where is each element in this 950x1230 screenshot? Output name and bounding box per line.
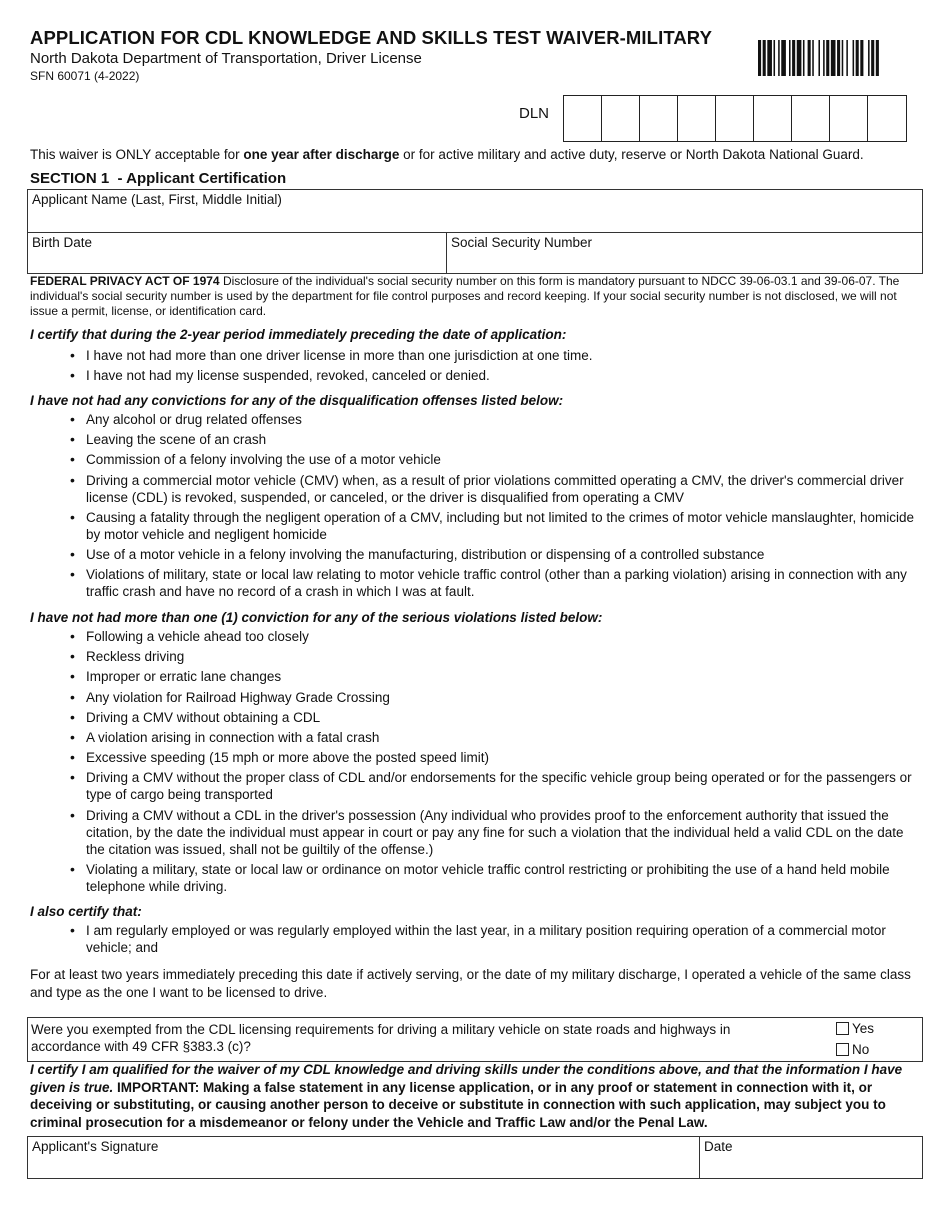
exemption-no-checkbox[interactable]: [836, 1043, 849, 1056]
dln-label: DLN: [519, 105, 550, 122]
list-item: • A violation arising in connection with a fatal crash: [30, 729, 922, 746]
attestation-important-text: IMPORTANT: Making a false statement in any license application, or in any proof or statement in connection with it, or deceiving or substituting, or causing another person to deceive or substitute in connection with such application, may subject you to criminal prosecution for a misdemeanor or felony under the Vehicle and Traffic Law and/or the Penal Law.: [30, 1079, 886, 1130]
list-item: • Reckless driving: [30, 648, 922, 665]
list-item: • Causing a fatality through the negligent operation of a CMV, including but not limited to the crimes of motor vehicle manslaughter, homicide by motor vehicle and negligent homicide: [30, 509, 922, 543]
dln-digit-box[interactable]: [564, 96, 602, 141]
applicant-name-field[interactable]: [27, 189, 923, 233]
applicant-name-label: Applicant Name (Last, First, Middle Initial): [32, 192, 282, 207]
barcode-bar: [792, 40, 795, 76]
barcode-bar: [856, 40, 859, 76]
exemption-yes-label: Yes: [852, 1021, 875, 1036]
list-item: • Driving a CMV without the proper class of CDL and/or endorsements for the specific vehicle group being operated or for the passengers or type of cargo being transported: [30, 769, 922, 803]
barcode-bar: [871, 40, 874, 76]
disqualification-heading: I have not had any convictions for any of the disqualification offenses listed below:: [30, 393, 564, 408]
form-title: APPLICATION FOR CDL KNOWLEDGE AND SKILLS TEST WAIVER-MILITARY: [30, 27, 713, 48]
list-item: • I have not had more than one driver license in more than one jurisdiction at one time.: [30, 347, 922, 364]
waiver-note-text-end: or for active military and active duty, reserve or North Dakota National Guard.: [399, 147, 864, 162]
signature-date-field[interactable]: [699, 1137, 923, 1178]
barcode-bar: [808, 40, 811, 76]
barcode-bar: [803, 40, 805, 76]
barcode-bar: [826, 40, 829, 76]
dln-digit-box[interactable]: [754, 96, 792, 141]
list-item: • Commission of a felony involving the use of a motor vehicle: [30, 451, 922, 468]
list-item: • I have not had my license suspended, revoked, canceled or denied.: [30, 367, 922, 384]
list-item: • Use of a motor vehicle in a felony involving the manufacturing, distribution or dispensing of a controlled substance: [30, 546, 922, 563]
list-item: • Driving a CMV without a CDL in the driver's possession (Any individual who provides proof to the enforcement authority that issued the citation, by the date the individual must appear in court or pay any fine for such a violation that the individual held a valid CDL on the date the citation was issued, shall not be guiltily of the offense.): [30, 807, 922, 858]
dln-digit-box[interactable]: [678, 96, 716, 141]
applicant-signature-label: Applicant's Signature: [32, 1139, 159, 1154]
dln-digit-box[interactable]: [830, 96, 868, 141]
signature-date-label: Date: [704, 1139, 733, 1154]
certify-period-list-wrap: [30, 347, 922, 387]
certify-period-heading: I certify that during the 2-year period immediately preceding the date of application:: [30, 327, 567, 342]
list-item: • I am regularly employed or was regularly employed within the last year, in a military position requiring operation of a commercial motor vehicle; and: [30, 922, 922, 956]
applicant-signature-field[interactable]: [28, 1137, 700, 1178]
birth-date-label: Birth Date: [32, 235, 93, 250]
ssn-field[interactable]: [446, 232, 923, 274]
military-service-paragraph: For at least two years immediately preceding this date if actively serving, or the date of my military discharge, I operated a vehicle of the same class and type as the one I want to be licensed to drive.: [30, 967, 911, 1000]
list-item: • Driving a CMV without obtaining a CDL: [30, 709, 922, 726]
barcode-bar: [778, 40, 780, 76]
barcode-bar: [842, 40, 844, 76]
barcode-bar: [860, 40, 863, 76]
barcode-bar: [837, 40, 840, 76]
dln-input-boxes[interactable]: [563, 95, 907, 142]
dln-digit-box[interactable]: [792, 96, 830, 141]
barcode-bar: [812, 40, 814, 76]
barcode-bar: [797, 40, 802, 76]
list-item: • Following a vehicle ahead too closely: [30, 628, 922, 645]
barcode-bar: [763, 40, 766, 76]
barcode-bar: [781, 40, 786, 76]
disqualification-list-wrap: [30, 411, 922, 603]
barcode-bar: [789, 40, 791, 76]
waiver-note-emphasis: one year after discharge: [243, 147, 400, 162]
exemption-no-option[interactable]: [836, 1042, 869, 1057]
waiver-note-text: This waiver is ONLY acceptable for: [30, 147, 244, 162]
list-item: • Any alcohol or drug related offenses: [30, 411, 922, 428]
list-item: • Any violation for Railroad Highway Grade Crossing: [30, 689, 922, 706]
list-item: • Leaving the scene of an crash: [30, 431, 922, 448]
waiver-note: [30, 147, 864, 162]
barcode-bar: [823, 40, 825, 76]
exemption-yes-option[interactable]: [836, 1021, 874, 1036]
barcode-bar: [774, 40, 776, 76]
attestation-certify-text: I certify I am qualified for the waiver of my CDL knowledge and driving skills under the conditions above, and that the information I have given is true.: [30, 1062, 903, 1095]
exemption-question-text: Were you exempted from the CDL licensing requirements for driving a military vehicle on state roads and highways in accordance with 49 CFR §383.3 (c)?: [31, 1022, 731, 1054]
barcode-bar: [831, 40, 836, 76]
privacy-act-notice: [30, 274, 922, 319]
also-certify-list-wrap: [30, 922, 922, 959]
barcode-bar: [758, 40, 761, 76]
exemption-yes-checkbox[interactable]: [836, 1022, 849, 1035]
barcode-bar: [846, 40, 848, 76]
dln-digit-box[interactable]: [716, 96, 754, 141]
form-number: SFN 60071 (4-2022): [30, 69, 140, 83]
list-item: • Driving a commercial motor vehicle (CMV) when, as a result of prior violations committed operating a CMV, the driver's commercial driver license (CDL) is revoked, suspended, or canceled, or the driver is disqualified from operating a CMV: [30, 472, 922, 506]
certify-period-list: [30, 347, 922, 384]
exemption-no-label: No: [852, 1042, 870, 1057]
exemption-question-box: [27, 1017, 923, 1062]
privacy-act-text: Disclosure of the individual's social security number on this form is mandatory pursuant to NDCC 39-06-03.1 and 39-06-07. The individual's social security number is used by the department for file control purposes and record keeping. If your social security number is not disclosed, we will not issue a permit, license, or identification card.: [30, 274, 900, 318]
section-1-heading: SECTION 1 - Applicant Certification: [30, 170, 287, 187]
list-item: • Violating a military, state or local law or ordinance on motor vehicle traffic control restricting or prohibiting the use of a hand held mobile telephone while driving.: [30, 861, 922, 895]
birth-date-field[interactable]: [27, 232, 447, 274]
signature-row: [27, 1136, 923, 1179]
serious-violations-list: [30, 628, 922, 895]
barcode-bar: [868, 40, 870, 76]
barcode-bar: [767, 40, 772, 76]
also-certify-list: [30, 922, 922, 956]
barcode-icon: [758, 40, 923, 76]
attestation-statement: [30, 1061, 922, 1131]
list-item: • Excessive speeding (15 mph or more above the posted speed limit): [30, 749, 922, 766]
list-item: • Violations of military, state or local law relating to motor vehicle traffic control (other than a parking violation) arising in connection with any traffic crash and have no record of a crash in which I was at fault.: [30, 566, 922, 600]
barcode-bar: [818, 40, 820, 76]
serious-violations-heading: I have not had more than one (1) conviction for any of the serious violations listed below:: [30, 610, 603, 625]
dln-digit-box[interactable]: [868, 96, 906, 141]
ssn-label: Social Security Number: [451, 235, 593, 250]
dln-digit-box[interactable]: [602, 96, 640, 141]
barcode-bar: [853, 40, 855, 76]
dln-digit-box[interactable]: [640, 96, 678, 141]
barcode-bar: [876, 40, 879, 76]
serious-violations-list-wrap: [30, 628, 922, 898]
list-item: • Improper or erratic lane changes: [30, 668, 922, 685]
privacy-act-title: FEDERAL PRIVACY ACT OF 1974: [30, 274, 220, 288]
also-certify-heading: I also certify that:: [30, 904, 142, 919]
agency-name: North Dakota Department of Transportation, Driver License: [30, 50, 422, 67]
disqualification-list: [30, 411, 922, 600]
